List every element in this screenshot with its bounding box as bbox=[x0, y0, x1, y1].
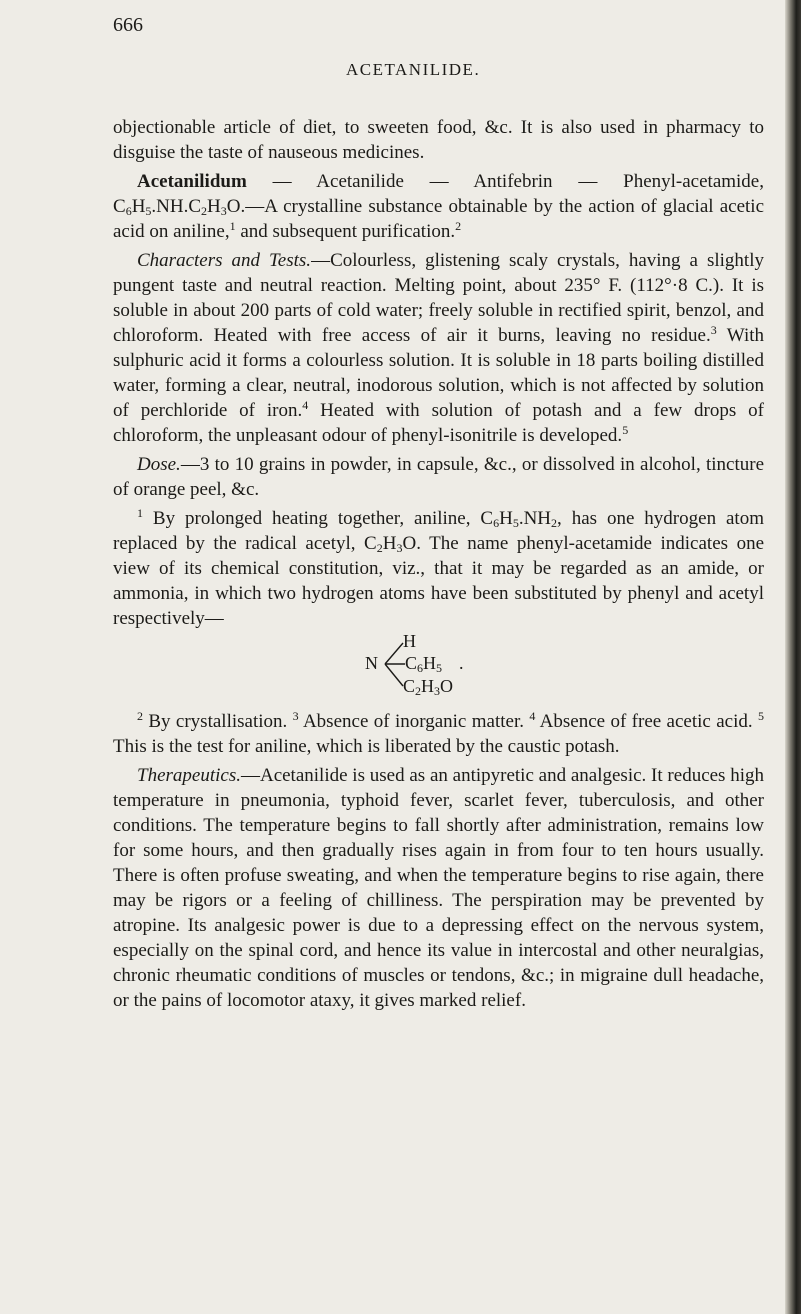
formula-c6h5: $C_6H_5$ bbox=[405, 653, 443, 675]
therapeutics-label: Therapeutics. bbox=[137, 765, 241, 786]
page-edge-shadow bbox=[785, 0, 801, 1314]
drug-heading: Acetanilidum bbox=[137, 171, 247, 192]
paragraph-dose: Dose.—3 to 10 grains in powder, in capsule, &c., or dissolved in alcohol, tincture of orange peel, &c. bbox=[113, 454, 764, 500]
dose-label: Dose. bbox=[137, 454, 181, 475]
running-head: ACETANILIDE. bbox=[346, 60, 481, 79]
paragraph-acetanilidum: Acetanilidum — Acetanilide — Antifebrin — Phenyl-acetamide, $C_6H_5.NH.C_2H_3O.—A$ crystalline substance obtainable by the action of glacial acetic acid on aniline,$^1$ and subsequent purification.$^2$ bbox=[113, 171, 764, 242]
footnotes-2-5: $^2$ By crystallisation. $^3$ Absence of inorganic matter. $^4$ Absence of free acetic acid. $^5$ This is the test for aniline, which is liberated by the caustic potash. bbox=[113, 709, 764, 757]
formula-n: N bbox=[365, 653, 378, 673]
formula-period: . bbox=[459, 653, 464, 673]
paragraph-characters: Characters and Tests.—Colourless, glistening scaly crystals, having a slightly pungent taste and neutral reaction. Melting point, about 235° F. (112°·8 C.). It is soluble in about 200 parts of cold water; freely soluble in rectified spirit, benzol, and chloroform. Heated with free access of air it burns, leaving no residue.$^3$ With sulphuric acid it forms a colourless solution. It is soluble in 18 parts boiling distilled water, forming a clear, neutral, inodorous solution, which is not affected by solution of perchloride of iron.$^4$ Heated with solution of potash and a few drops of chloroform, the unpleasant odour of phenyl-isonitrile is developed.$^5$ bbox=[113, 250, 765, 446]
structural-formula bbox=[113, 631, 764, 703]
drug-synonyms: — Acetanilide — Antifebrin — Phenyl-acetamide, bbox=[246, 171, 764, 192]
paragraph-therapeutics: Therapeutics.—Acetanilide is used as an antipyretic and analgesic. It reduces high temperature in pneumonia, typhoid fever, scarlet fever, tuberculosis, and other conditions. The temperature begins to fall shortly after administration, remains low for some hours, and then gradually rises again in from four to ten hours usually. There is often profuse sweating, and when the temperature begins to rise again, there may be rigors or a feeling of chilliness. The perspiration may be prevented by atropine. Its analgesic power is due to a depressing effect on the nervous system, especially on the spinal cord, and hence its value in intercostal and other neuralgias, chronic rheumatic conditions of muscles or tendons, &c.; in migraine dull headache, or the pains of locomotor ataxy, it gives marked relief. bbox=[113, 765, 764, 1011]
characters-label: Characters and Tests. bbox=[137, 250, 312, 271]
page-number: 666 bbox=[113, 14, 143, 36]
page-body bbox=[113, 115, 764, 1013]
formula-c2h3o: $C_2H_3O$ bbox=[403, 676, 454, 698]
drug-formula: $C_6H_5.NH.C_2H_3O$ bbox=[113, 196, 241, 218]
footnote-1: $^1$ By prolonged heating together, aniline, $C_6H_5.NH_2$, has one hydrogen atom replaced by the radical acetyl, $C_2H_3O$. The name phenyl-acetamide indicates one view of its chemical constitution, viz., that it may be regarded as an amide, or ammonia, in which two hydrogen atoms have been substituted by phenyl and acetyl respectively— bbox=[113, 506, 764, 629]
paragraph-continued: objectionable article of diet, to sweeten food, &c. It is also used in pharmacy to disguise the taste of nauseous medicines. bbox=[113, 117, 764, 163]
formula-h: H bbox=[403, 631, 416, 651]
